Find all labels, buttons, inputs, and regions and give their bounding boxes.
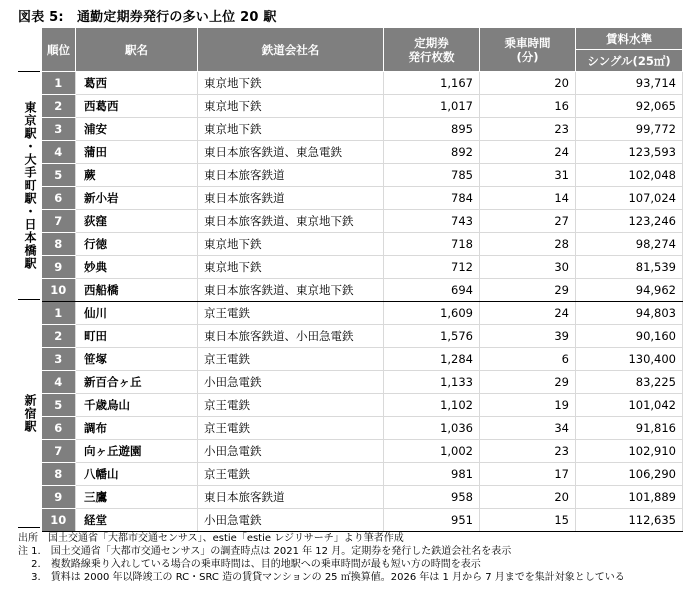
rank-cell: 4	[42, 371, 76, 394]
ride-time-cell: 29	[480, 371, 576, 394]
station-cell: 経堂	[76, 509, 198, 532]
rank-cell: 5	[42, 164, 76, 187]
rent-cell: 94,803	[576, 302, 683, 325]
ride-time-cell: 24	[480, 302, 576, 325]
rent-cell: 101,889	[576, 486, 683, 509]
station-cell: 調布	[76, 417, 198, 440]
issued-cell: 743	[384, 210, 480, 233]
rank-cell: 1	[42, 302, 76, 325]
group-label-tokyo: 東京駅・大手町駅・日本橋駅	[23, 100, 37, 270]
issued-cell: 951	[384, 509, 480, 532]
issued-cell: 892	[384, 141, 480, 164]
rank-cell: 3	[42, 118, 76, 141]
ride-time-cell: 24	[480, 141, 576, 164]
issued-cell: 718	[384, 233, 480, 256]
table-row	[42, 210, 683, 233]
rent-cell: 93,714	[576, 72, 683, 95]
rent-cell: 91,816	[576, 417, 683, 440]
ride-time-cell: 34	[480, 417, 576, 440]
ride-time-cell: 31	[480, 164, 576, 187]
rent-cell: 98,274	[576, 233, 683, 256]
table-row	[42, 72, 683, 95]
table-row	[42, 417, 683, 440]
rent-cell: 83,225	[576, 371, 683, 394]
station-cell: 新小岩	[76, 187, 198, 210]
issued-cell: 1,017	[384, 95, 480, 118]
issued-cell: 712	[384, 256, 480, 279]
rent-cell: 106,290	[576, 463, 683, 486]
table-row	[42, 325, 683, 348]
station-cell: 荻窪	[76, 210, 198, 233]
rent-cell: 101,042	[576, 394, 683, 417]
issued-cell: 1,133	[384, 371, 480, 394]
rank-cell: 3	[42, 348, 76, 371]
company-cell: 京王電鉄	[198, 417, 384, 440]
issued-cell: 1,102	[384, 394, 480, 417]
ride-time-cell: 39	[480, 325, 576, 348]
station-cell: 蒲田	[76, 141, 198, 164]
header-rank: 順位	[42, 28, 76, 72]
company-cell: 東日本旅客鉄道、小田急電鉄	[198, 325, 384, 348]
table-row	[42, 486, 683, 509]
company-cell: 京王電鉄	[198, 302, 384, 325]
station-cell: 新百合ヶ丘	[76, 371, 198, 394]
table-row	[42, 348, 683, 371]
station-cell: 笹塚	[76, 348, 198, 371]
rank-cell: 2	[42, 325, 76, 348]
company-cell: 東日本旅客鉄道、東京地下鉄	[198, 279, 384, 302]
note-3: 3. 賃料は 2000 年以降竣工の RC・SRC 造の賃貸マンションの 25 ㎡換算値。2026 年は 1 月から 7 月までを集計対象としている	[18, 572, 625, 583]
table-row	[42, 440, 683, 463]
station-cell: 三鷹	[76, 486, 198, 509]
table-row	[42, 394, 683, 417]
table-row	[42, 164, 683, 187]
table-row	[42, 118, 683, 141]
company-cell: 小田急電鉄	[198, 371, 384, 394]
ride-time-cell: 19	[480, 394, 576, 417]
issued-cell: 1,609	[384, 302, 480, 325]
rank-cell: 6	[42, 187, 76, 210]
issued-cell: 958	[384, 486, 480, 509]
company-cell: 東京地下鉄	[198, 118, 384, 141]
rent-cell: 112,635	[576, 509, 683, 532]
ride-time-cell: 15	[480, 509, 576, 532]
station-cell: 仙川	[76, 302, 198, 325]
company-cell: 東日本旅客鉄道、東急電鉄	[198, 141, 384, 164]
rent-cell: 123,593	[576, 141, 683, 164]
station-cell: 町田	[76, 325, 198, 348]
company-cell: 京王電鉄	[198, 348, 384, 371]
rank-cell: 1	[42, 72, 76, 95]
rank-cell: 4	[42, 141, 76, 164]
rank-cell: 9	[42, 256, 76, 279]
station-cell: 八幡山	[76, 463, 198, 486]
station-cell: 妙典	[76, 256, 198, 279]
rank-cell: 7	[42, 440, 76, 463]
station-cell: 葛西	[76, 72, 198, 95]
station-cell: 行徳	[76, 233, 198, 256]
note-2: 2. 複数路線乗り入れしている場合の乗車時間は、目的地駅への乗車時間が最も短い方の時間を表示	[18, 559, 481, 570]
rent-cell: 94,962	[576, 279, 683, 302]
rent-cell: 92,065	[576, 95, 683, 118]
group-label-shinjuku: 新宿駅	[23, 393, 37, 433]
company-cell: 東京地下鉄	[198, 233, 384, 256]
table-body	[42, 72, 683, 532]
station-cell: 浦安	[76, 118, 198, 141]
note-source: 出所 国土交通省「大都市交通センサス」、estie「estie レジリサーチ」より筆者作成	[18, 533, 404, 544]
ride-time-cell: 20	[480, 72, 576, 95]
header-station: 駅名	[76, 28, 198, 72]
station-cell: 西船橋	[76, 279, 198, 302]
company-cell: 東京地下鉄	[198, 95, 384, 118]
ride-time-cell: 27	[480, 210, 576, 233]
ride-time-cell: 14	[480, 187, 576, 210]
notes	[18, 532, 625, 584]
issued-cell: 694	[384, 279, 480, 302]
issued-cell: 1,167	[384, 72, 480, 95]
note-1: 注 1. 国土交通省「大都市交通センサス」の調査時点は 2021 年 12 月。定期券を発行した鉄道会社名を表示	[18, 546, 512, 557]
ride-time-cell: 30	[480, 256, 576, 279]
rank-cell: 8	[42, 463, 76, 486]
group-divider	[18, 71, 40, 72]
figure-title: 図表 5: 通勤定期券発行の多い上位 20 駅	[18, 10, 277, 25]
table-row	[42, 279, 683, 302]
ride-time-cell: 23	[480, 440, 576, 463]
company-cell: 東日本旅客鉄道	[198, 164, 384, 187]
station-cell: 蕨	[76, 164, 198, 187]
station-cell: 千歳烏山	[76, 394, 198, 417]
table-row	[42, 302, 683, 325]
company-cell: 東京地下鉄	[198, 72, 384, 95]
station-cell: 西葛西	[76, 95, 198, 118]
ride-time-cell: 6	[480, 348, 576, 371]
issued-cell: 1,576	[384, 325, 480, 348]
table-row	[42, 371, 683, 394]
table-row	[42, 233, 683, 256]
rank-cell: 8	[42, 233, 76, 256]
rank-cell: 7	[42, 210, 76, 233]
company-cell: 東日本旅客鉄道	[198, 187, 384, 210]
table-row	[42, 256, 683, 279]
header-rent-sub: シングル(25㎡)	[576, 50, 683, 72]
ride-time-cell: 23	[480, 118, 576, 141]
rank-cell: 10	[42, 279, 76, 302]
ride-time-cell: 20	[480, 486, 576, 509]
header-company: 鉄道会社名	[198, 28, 384, 72]
rent-cell: 123,246	[576, 210, 683, 233]
rent-cell: 102,910	[576, 440, 683, 463]
rank-cell: 2	[42, 95, 76, 118]
rank-cell: 10	[42, 509, 76, 532]
table-row	[42, 463, 683, 486]
company-cell: 東日本旅客鉄道、東京地下鉄	[198, 210, 384, 233]
company-cell: 小田急電鉄	[198, 440, 384, 463]
company-cell: 京王電鉄	[198, 463, 384, 486]
rent-cell: 99,772	[576, 118, 683, 141]
rent-cell: 90,160	[576, 325, 683, 348]
rank-cell: 9	[42, 486, 76, 509]
issued-cell: 1,002	[384, 440, 480, 463]
company-cell: 小田急電鉄	[198, 509, 384, 532]
ride-time-cell: 28	[480, 233, 576, 256]
group-divider	[18, 527, 40, 528]
rent-cell: 130,400	[576, 348, 683, 371]
company-cell: 東京地下鉄	[198, 256, 384, 279]
rent-cell: 102,048	[576, 164, 683, 187]
rent-cell: 107,024	[576, 187, 683, 210]
header-ride-time: 乗車時間 (分)	[480, 28, 576, 72]
ride-time-cell: 17	[480, 463, 576, 486]
rank-cell: 6	[42, 417, 76, 440]
rank-cell: 5	[42, 394, 76, 417]
header-rent: 賃料水準	[576, 28, 683, 50]
company-cell: 東日本旅客鉄道	[198, 486, 384, 509]
company-cell: 京王電鉄	[198, 394, 384, 417]
table-row	[42, 95, 683, 118]
issued-cell: 785	[384, 164, 480, 187]
issued-cell: 784	[384, 187, 480, 210]
issued-cell: 1,284	[384, 348, 480, 371]
rent-cell: 81,539	[576, 256, 683, 279]
table-row	[42, 141, 683, 164]
header-issued: 定期券 発行枚数	[384, 28, 480, 72]
issued-cell: 895	[384, 118, 480, 141]
station-ranking-table	[41, 27, 683, 532]
station-cell: 向ヶ丘遊園	[76, 440, 198, 463]
table-row	[42, 509, 683, 532]
table-row	[42, 187, 683, 210]
ride-time-cell: 29	[480, 279, 576, 302]
issued-cell: 981	[384, 463, 480, 486]
ride-time-cell: 16	[480, 95, 576, 118]
issued-cell: 1,036	[384, 417, 480, 440]
